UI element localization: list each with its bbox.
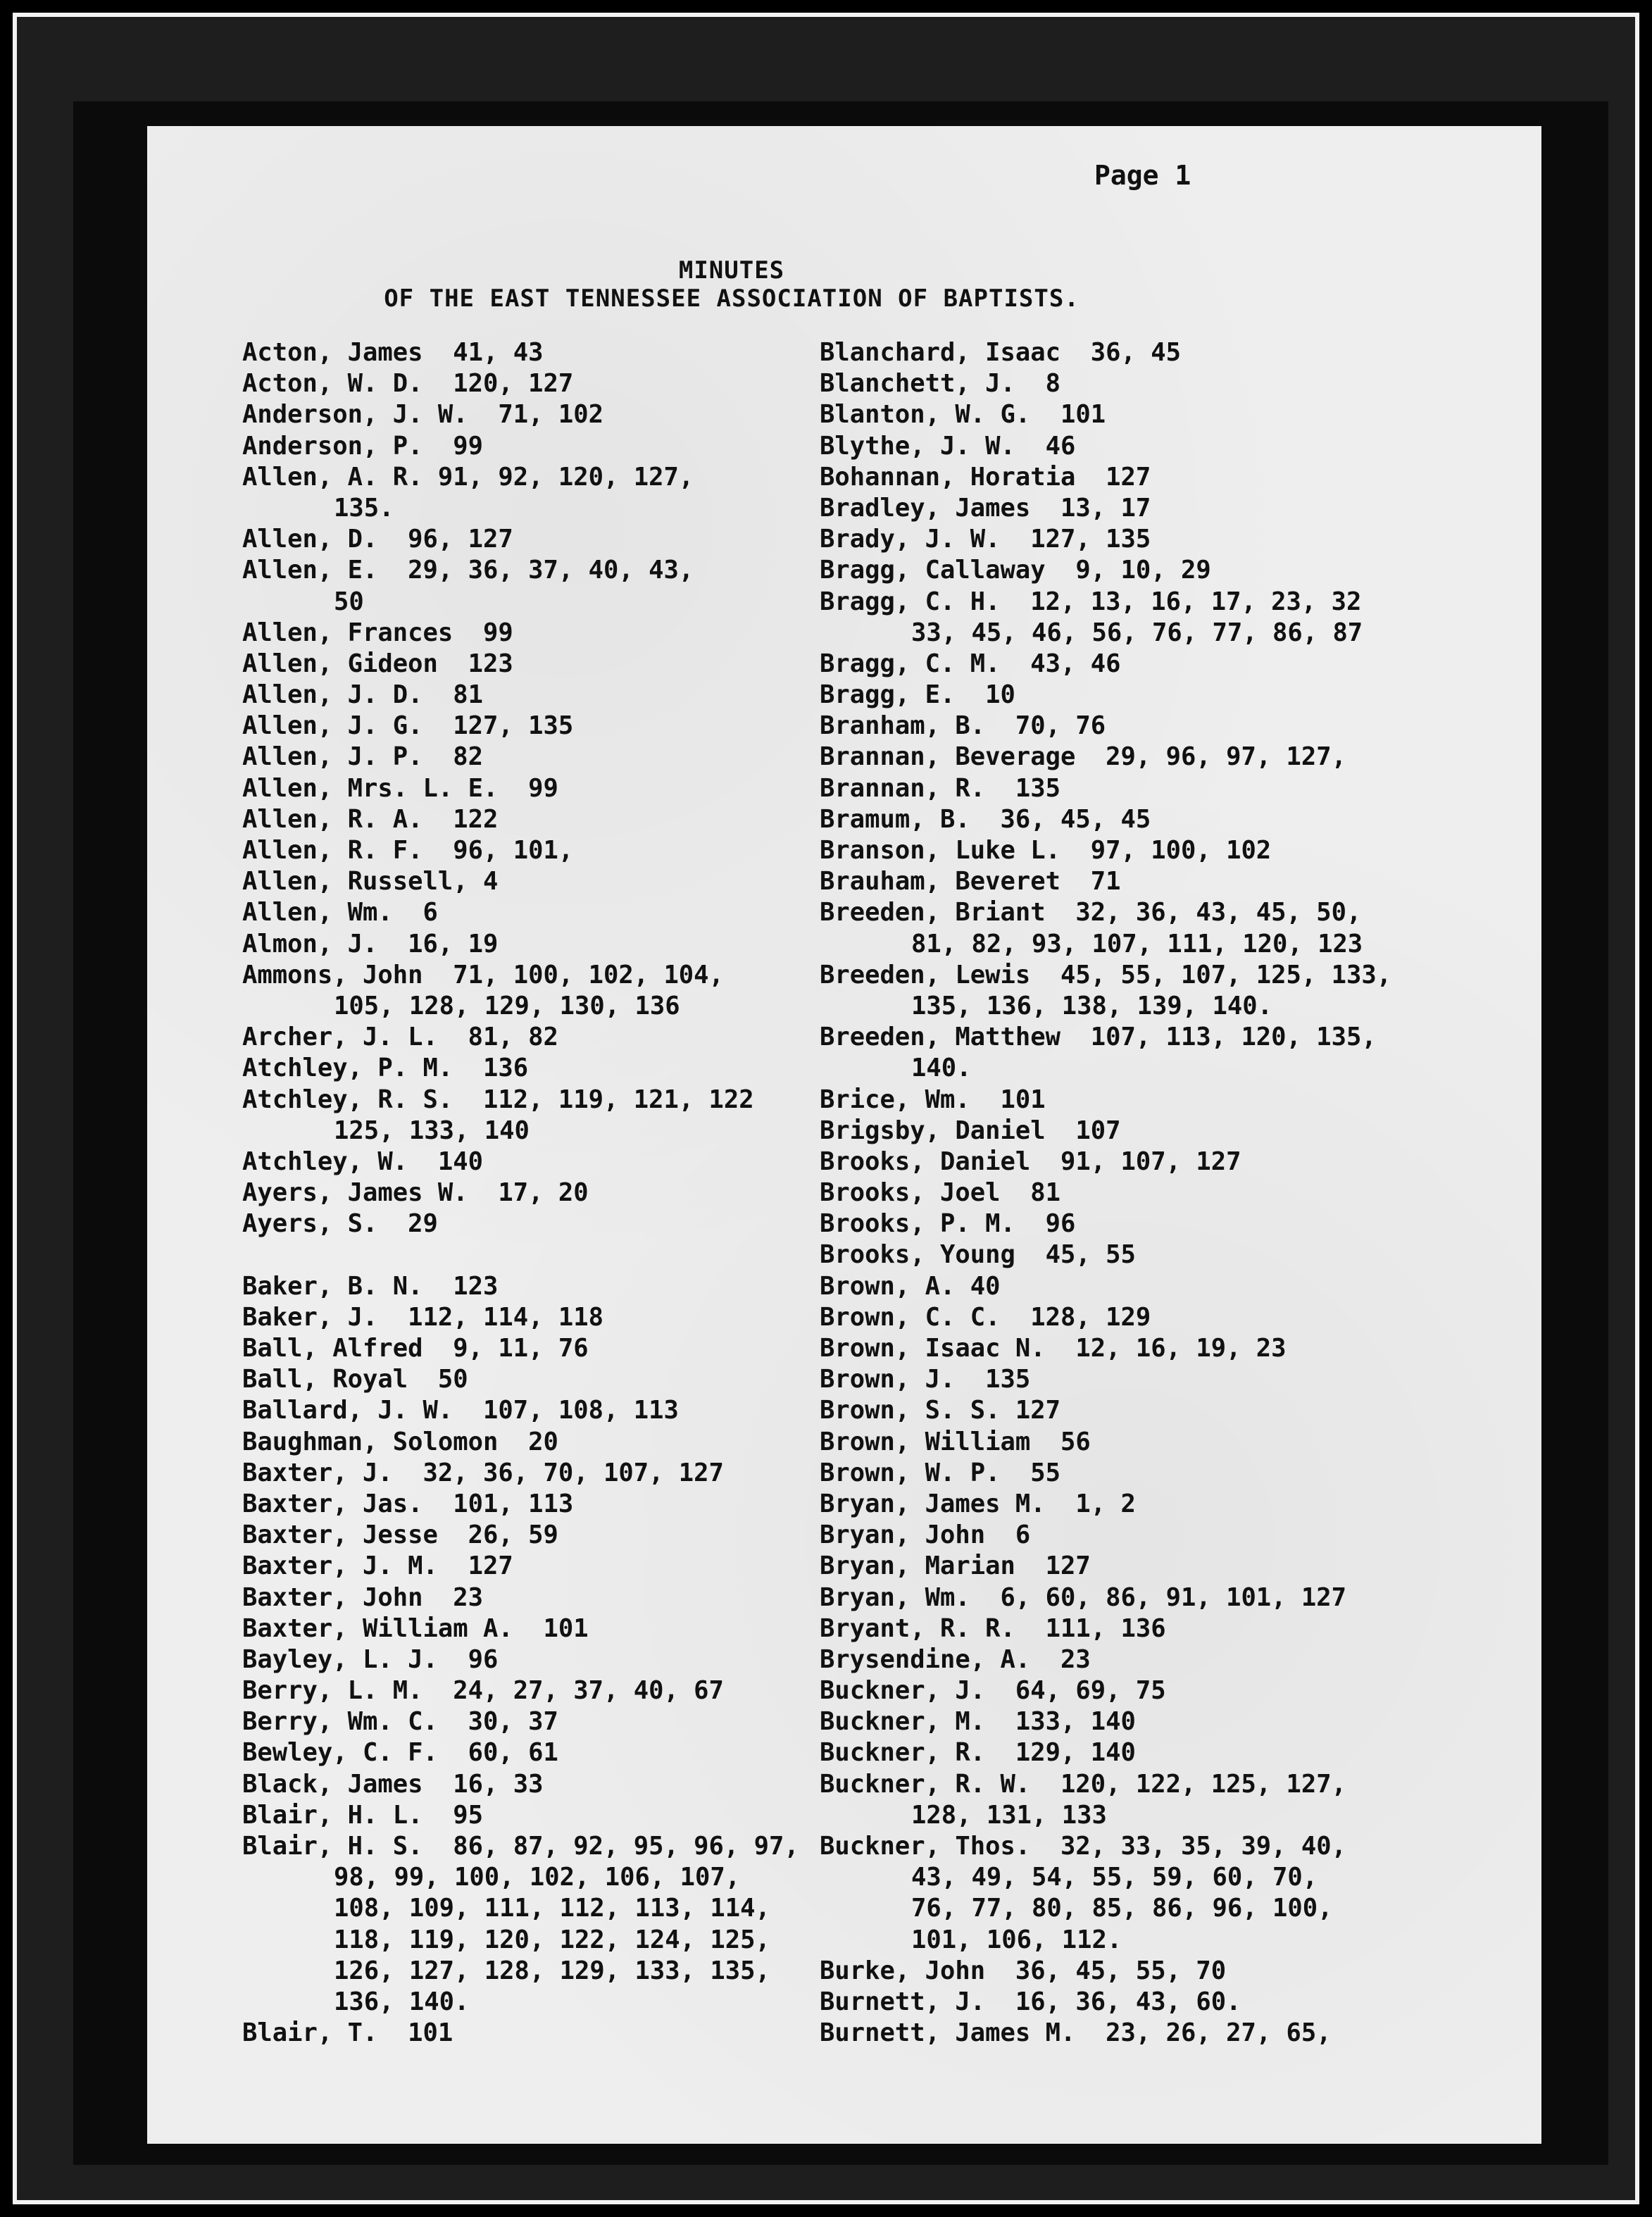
index-entry: Allen, Russell, 4 bbox=[242, 867, 499, 897]
index-entry: Ayers, James W. 17, 20 bbox=[242, 1178, 589, 1208]
index-entry: Baxter, Jesse 26, 59 bbox=[242, 1520, 558, 1550]
index-entry: Baxter, John 23 bbox=[242, 1582, 483, 1612]
index-entry: Ball, Royal 50 bbox=[242, 1365, 468, 1394]
index-entry: Allen, Mrs. L. E. 99 bbox=[242, 773, 558, 803]
index-entry: Bragg, Callaway 9, 10, 29 bbox=[820, 556, 1211, 585]
index-entry: Brooks, Young 45, 55 bbox=[820, 1240, 1136, 1270]
index-entry: Burnett, J. 16, 36, 43, 60. bbox=[820, 1987, 1241, 2016]
index-entry: Anderson, P. 99 bbox=[242, 431, 483, 461]
index-entry: Burnett, James M. 23, 26, 27, 65, bbox=[820, 2018, 1332, 2048]
index-entry: Baxter, J. 32, 36, 70, 107, 127 bbox=[242, 1458, 724, 1487]
index-entry: Bragg, E. 10 bbox=[820, 680, 1015, 710]
index-entry: Atchley, P. M. 136 bbox=[242, 1054, 529, 1083]
index-entry: Baxter, William A. 101 bbox=[242, 1613, 589, 1643]
index-entry: Brooks, Daniel 91, 107, 127 bbox=[820, 1147, 1241, 1176]
index-entry: Ballard, J. W. 107, 108, 113 bbox=[242, 1396, 679, 1425]
index-entry: Bohannan, Horatia 127 bbox=[820, 462, 1151, 492]
index-entry: Brooks, P. M. 96 bbox=[820, 1209, 1076, 1239]
index-entry-continuation: 98, 99, 100, 102, 106, 107, bbox=[334, 1863, 741, 1892]
index-entry: Bayley, L. J. 96 bbox=[242, 1644, 499, 1674]
index-entry: Blair, T. 101 bbox=[242, 2018, 453, 2048]
index-entry: Bewley, C. F. 60, 61 bbox=[242, 1738, 558, 1768]
index-entry-continuation: 136, 140. bbox=[334, 1987, 470, 2016]
index-entry: Buckner, R. W. 120, 122, 125, 127, bbox=[820, 1769, 1347, 1799]
index-entry: Allen, J. D. 81 bbox=[242, 680, 483, 710]
index-entry: Blythe, J. W. 46 bbox=[820, 431, 1076, 461]
index-entry: Berry, L. M. 24, 27, 37, 40, 67 bbox=[242, 1676, 724, 1706]
index-entry: Ayers, S. 29 bbox=[242, 1209, 438, 1239]
index-entry: Brysendine, A. 23 bbox=[820, 1644, 1091, 1674]
index-entry: Allen, J. P. 82 bbox=[242, 742, 483, 772]
index-entry: Bragg, C. M. 43, 46 bbox=[820, 649, 1121, 678]
index-entry: Buckner, M. 133, 140 bbox=[820, 1707, 1136, 1737]
index-entry: Bragg, C. H. 12, 13, 16, 17, 23, 32 bbox=[820, 587, 1362, 616]
index-entry: Brown, J. 135 bbox=[820, 1365, 1031, 1394]
index-entry: Baker, B. N. 123 bbox=[242, 1271, 499, 1301]
index-entry: Almon, J. 16, 19 bbox=[242, 929, 499, 958]
index-entry: Allen, Wm. 6 bbox=[242, 898, 438, 928]
index-entry-continuation: 140. bbox=[911, 1054, 972, 1083]
index-entry: Blanchard, Isaac 36, 45 bbox=[820, 338, 1181, 367]
index-entry: Baxter, J. M. 127 bbox=[242, 1551, 513, 1581]
index-entry-continuation: 135. bbox=[334, 493, 394, 523]
index-entry: Brown, Isaac N. 12, 16, 19, 23 bbox=[820, 1334, 1287, 1363]
index-entry-continuation: 101, 106, 112. bbox=[911, 1925, 1122, 1954]
index-entry: Brown, S. S. 127 bbox=[820, 1396, 1060, 1425]
index-entry: Baughman, Solomon 20 bbox=[242, 1427, 558, 1456]
index-entry: Allen, J. G. 127, 135 bbox=[242, 711, 574, 741]
index-entry: Allen, D. 96, 127 bbox=[242, 525, 513, 554]
index-entry: Bryan, Marian 127 bbox=[820, 1551, 1091, 1581]
index-entry: Acton, James 41, 43 bbox=[242, 338, 544, 367]
index-entry: Brown, W. P. 55 bbox=[820, 1458, 1060, 1487]
index-entry: Berry, Wm. C. 30, 37 bbox=[242, 1707, 558, 1737]
index-entry: Buckner, Thos. 32, 33, 35, 39, 40, bbox=[820, 1832, 1347, 1861]
index-entry: Blanchett, J. 8 bbox=[820, 369, 1060, 399]
index-entry: Brigsby, Daniel 107 bbox=[820, 1116, 1121, 1145]
index-entry-continuation: 81, 82, 93, 107, 111, 120, 123 bbox=[911, 929, 1363, 958]
index-entry: Allen, Frances 99 bbox=[242, 618, 513, 647]
index-entry: Burke, John 36, 45, 55, 70 bbox=[820, 1956, 1227, 1985]
index-entry: Buckner, R. 129, 140 bbox=[820, 1738, 1136, 1768]
index-entry: Branson, Luke L. 97, 100, 102 bbox=[820, 836, 1272, 865]
index-entry: Breeden, Matthew 107, 113, 120, 135, bbox=[820, 1023, 1377, 1052]
index-entry: Black, James 16, 33 bbox=[242, 1769, 544, 1799]
index-entry: Allen, R. F. 96, 101, bbox=[242, 836, 574, 865]
index-entry: Branham, B. 70, 76 bbox=[820, 711, 1106, 741]
page-number: Page 1 bbox=[1094, 160, 1191, 191]
index-entry: Baxter, Jas. 101, 113 bbox=[242, 1489, 574, 1518]
index-entry: Bramum, B. 36, 45, 45 bbox=[820, 804, 1151, 834]
index-entry: Breeden, Lewis 45, 55, 107, 125, 133, bbox=[820, 960, 1392, 989]
index-entry: Brice, Wm. 101 bbox=[820, 1085, 1046, 1114]
index-entry: Allen, A. R. 91, 92, 120, 127, bbox=[242, 462, 694, 492]
index-entry: Buckner, J. 64, 69, 75 bbox=[820, 1676, 1166, 1706]
index-entry: Baker, J. 112, 114, 118 bbox=[242, 1302, 603, 1332]
index-entry: Bryan, John 6 bbox=[820, 1520, 1031, 1550]
index-entry-continuation: 118, 119, 120, 122, 124, 125, bbox=[334, 1925, 770, 1954]
index-entry: Brady, J. W. 127, 135 bbox=[820, 525, 1151, 554]
index-entry: Atchley, R. S. 112, 119, 121, 122 bbox=[242, 1085, 754, 1114]
index-entry: Blair, H. L. 95 bbox=[242, 1800, 483, 1830]
index-entry: Allen, Gideon 123 bbox=[242, 649, 513, 678]
index-entry-continuation: 105, 128, 129, 130, 136 bbox=[334, 991, 680, 1020]
index-entry: Allen, R. A. 122 bbox=[242, 804, 499, 834]
index-entry: Blanton, W. G. 101 bbox=[820, 400, 1106, 430]
index-entry: Archer, J. L. 81, 82 bbox=[242, 1023, 558, 1052]
index-entry-continuation: 128, 131, 133 bbox=[911, 1800, 1107, 1830]
index-entry: Brannan, Beverage 29, 96, 97, 127, bbox=[820, 742, 1347, 772]
index-entry: Bryant, R. R. 111, 136 bbox=[820, 1613, 1166, 1643]
index-entry: Bradley, James 13, 17 bbox=[820, 493, 1151, 523]
index-entry-continuation: 76, 77, 80, 85, 86, 96, 100, bbox=[911, 1894, 1333, 1923]
film-frame bbox=[13, 13, 1639, 2204]
index-entry-continuation: 135, 136, 138, 139, 140. bbox=[911, 991, 1272, 1020]
index-entry-continuation: 43, 49, 54, 55, 59, 60, 70, bbox=[911, 1863, 1318, 1892]
index-entry-continuation: 126, 127, 128, 129, 133, 135, bbox=[334, 1956, 770, 1985]
document-title: MINUTES bbox=[678, 256, 785, 285]
index-entry: Ammons, John 71, 100, 102, 104, bbox=[242, 960, 724, 989]
index-entry: Breeden, Briant 32, 36, 43, 45, 50, bbox=[820, 898, 1362, 928]
document-subtitle: OF THE EAST TENNESSEE ASSOCIATION OF BAPTISTS. bbox=[384, 285, 1080, 313]
index-entry: Atchley, W. 140 bbox=[242, 1147, 483, 1176]
index-entry-continuation: 33, 45, 46, 56, 76, 77, 86, 87 bbox=[911, 618, 1363, 647]
index-entry: Bryan, James M. 1, 2 bbox=[820, 1489, 1136, 1518]
index-entry: Brannan, R. 135 bbox=[820, 773, 1060, 803]
index-entry: Acton, W. D. 120, 127 bbox=[242, 369, 574, 399]
index-entry: Bryan, Wm. 6, 60, 86, 91, 101, 127 bbox=[820, 1582, 1347, 1612]
index-entry-continuation: 108, 109, 111, 112, 113, 114, bbox=[334, 1894, 770, 1923]
index-entry: Anderson, J. W. 71, 102 bbox=[242, 400, 603, 430]
index-spacer bbox=[242, 1239, 813, 1270]
index-entry: Brown, C. C. 128, 129 bbox=[820, 1302, 1151, 1332]
index-entry: Blair, H. S. 86, 87, 92, 95, 96, 97, bbox=[242, 1832, 799, 1861]
document-page bbox=[147, 126, 1541, 2144]
index-entry: Brown, A. 40 bbox=[820, 1271, 1001, 1301]
index-entry: Brown, William 56 bbox=[820, 1427, 1091, 1456]
index-entry: Ball, Alfred 9, 11, 76 bbox=[242, 1334, 589, 1363]
index-column-left bbox=[242, 337, 813, 2049]
index-entry-continuation: 50 bbox=[334, 587, 364, 616]
index-entry: Allen, E. 29, 36, 37, 40, 43, bbox=[242, 556, 694, 585]
index-column-right bbox=[820, 337, 1411, 2049]
index-entry: Brooks, Joel 81 bbox=[820, 1178, 1060, 1208]
index-entry-continuation: 125, 133, 140 bbox=[334, 1116, 530, 1145]
index-entry: Brauham, Beveret 71 bbox=[820, 867, 1121, 897]
